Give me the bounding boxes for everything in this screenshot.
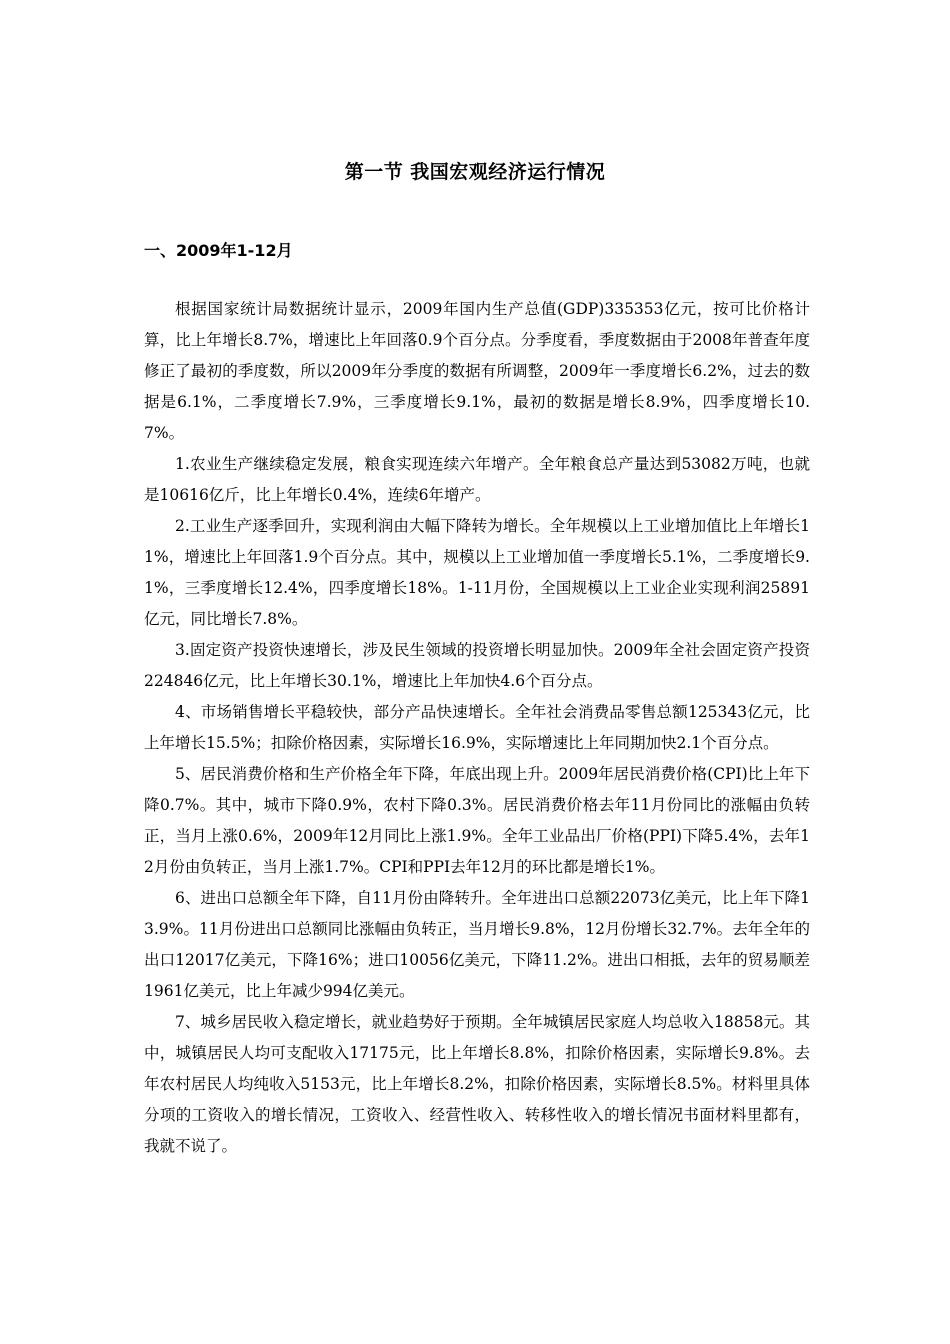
paragraph-investment: 3.固定资产投资快速增长，涉及民生领域的投资增长明显加快。2009年全社会固定资产投资224846亿元，比上年增长30.1%，增速比上年加快4.6个百分点。 — [144, 641, 810, 690]
paragraph-trade: 6、进出口总额全年下降，自11月份由降转升。全年进出口总额22073亿美元，比上年下降13.9%。11月份进出口总额同比涨幅由负转正，当月增长9.8%，12月份增长32.7%。去年全年的出口12017亿美元，下降16%；进口10056亿美元，下降11.2%。进出口相抵，去年的贸易顺差1961亿美元，比上年减少994亿美元。 — [144, 889, 810, 1000]
paragraph-retail: 4、市场销售增长平稳较快，部分产品快速增长。全年社会消费品零售总额125343亿元，比上年增长15.5%；扣除价格因素，实际增长16.9%，实际增速比上年同期加快2.1个百分点。 — [144, 703, 810, 752]
page-title: 第一节 我国宏观经济运行情况 — [344, 161, 606, 183]
paragraph-income: 7、城乡居民收入稳定增长，就业趋势好于预期。全年城镇居民家庭人均总收入18858元。其中，城镇居民人均可支配收入17175元，比上年增长8.8%，扣除价格因素，实际增长9.8%。去年农村居民人均纯收入5153元，比上年增长8.2%，扣除价格因素，实际增长8.5%。材料里具体分项的工资收入的增长情况，工资收入、经营性收入、转移性收入的增长情况书面材料里都有，我就不说了。 — [144, 1013, 810, 1155]
paragraph-prices: 5、居民消费价格和生产价格全年下降，年底出现上升。2009年居民消费价格(CPI)比上年下降0.7%。其中，城市下降0.9%，农村下降0.3%。居民消费价格去年11月份同比的涨幅由负转正，当月上涨0.6%，2009年12月同比上涨1.9%。全年工业品出厂价格(PPI)下降5.4%，去年12月份由负转正，当月上涨1.7%。CPI和PPI去年12月的环比都是增长1%。 — [144, 765, 810, 876]
body-text — [144, 294, 810, 1162]
section-heading: 一、2009年1-12月 — [144, 241, 293, 260]
paragraph-agriculture: 1.农业生产继续稳定发展，粮食实现连续六年增产。全年粮食总产量达到53082万吨，也就是10616亿斤，比上年增长0.4%，连续6年增产。 — [144, 455, 810, 504]
paragraph-industry: 2.工业生产逐季回升，实现利润由大幅下降转为增长。全年规模以上工业增加值比上年增长11%，增速比上年回落1.9个百分点。其中，规模以上工业增加值一季度增长5.1%，二季度增长9.1%，三季度增长12.4%，四季度增长18%。1-11月份，全国规模以上工业企业实现利润25891亿元，同比增长7.8%。 — [144, 517, 810, 628]
paragraph-gdp: 根据国家统计局数据统计显示，2009年国内生产总值(GDP)335353亿元，按可比价格计算，比上年增长8.7%，增速比上年回落0.9个百分点。分季度看，季度数据由于2008年普查年度修正了最初的季度数，所以2009年分季度的数据有所调整，2009年一季度增长6.2%，过去的数据是6.1%，二季度增长7.9%，三季度增长9.1%，最初的数据是增长8.9%，四季度增长10.7%。 — [144, 300, 810, 442]
